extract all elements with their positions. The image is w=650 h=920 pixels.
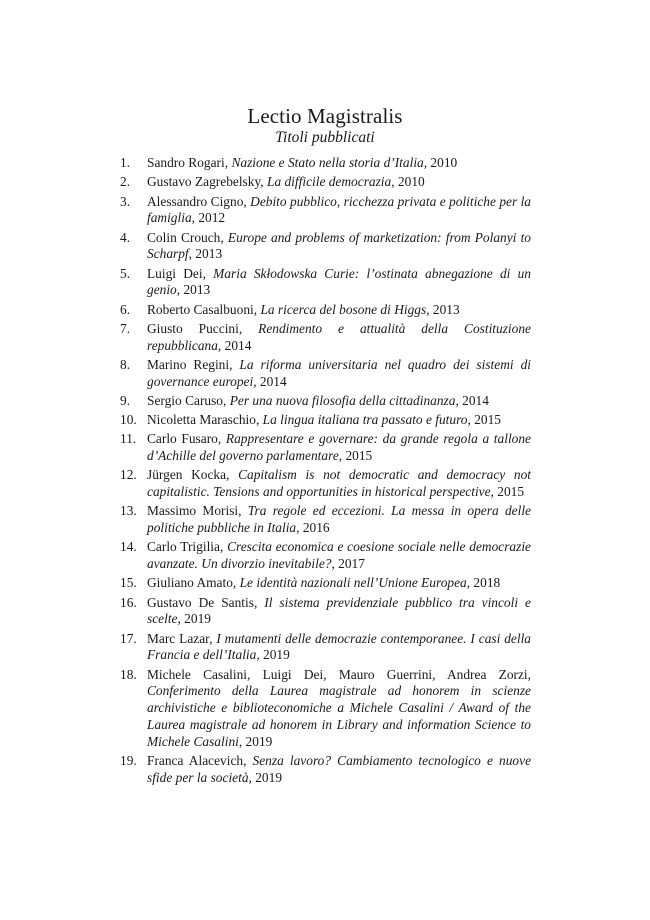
- entry-year: , 2019: [256, 647, 290, 663]
- entry-number: 19.: [120, 752, 137, 768]
- entry-author: Giuliano Amato,: [147, 575, 240, 591]
- entry-title: I mutamenti delle democrazie contemporanee. I casi della Francia e dell’Italia: [147, 630, 532, 663]
- entry-number: 17.: [120, 630, 137, 646]
- entry-title: Crescita economica e coesione sociale nelle democrazie avanzate. Un divorzio inevitabile?: [147, 539, 531, 572]
- publication-entry: [120, 539, 531, 572]
- entry-author: Michele Casalini, Luigi Dei, Mauro Guerrini, Andrea Zorzi,: [147, 666, 531, 682]
- publication-list: [120, 155, 531, 789]
- entry-number: 2.: [120, 174, 131, 190]
- entry-year: , 2015: [467, 412, 501, 428]
- entry-title: Per una nuova filosofia della cittadinanza: [229, 392, 456, 408]
- entry-title: Nazione e Stato nella storia d’Italia: [231, 155, 424, 170]
- entry-year: , 2013: [176, 282, 211, 298]
- publication-entry: [120, 631, 531, 664]
- entry-title: Senza lavoro? Cambiamento tecnologico e nuove sfide per la società: [147, 752, 532, 785]
- entry-text: [147, 155, 531, 172]
- entry-year: , 2014: [217, 337, 252, 353]
- publication-entry: [120, 467, 531, 500]
- entry-text: [147, 393, 531, 410]
- entry-number: 15.: [120, 575, 137, 591]
- entry-title: La difficile democrazia: [267, 174, 392, 190]
- entry-title: Maria Skłodowska Curie: l’ostinata abnegazione di un genio: [147, 265, 532, 298]
- entry-title: Rappresentare e governare: da grande regola a tallone d’Achille del governo parlamentare: [147, 431, 531, 464]
- entry-year: , 2019: [248, 769, 283, 785]
- page-subtitle: Titoli pubblicati: [275, 129, 375, 146]
- entry-author: Marc Lazar,: [147, 630, 217, 646]
- publication-entry: [120, 431, 531, 464]
- publication-entry: [120, 155, 531, 172]
- publication-entry: [120, 595, 531, 628]
- publication-entry: [120, 194, 531, 227]
- entry-number: 4.: [120, 229, 131, 245]
- entry-text: [147, 753, 531, 786]
- entry-year: , 2018: [466, 575, 501, 591]
- entry-text: [147, 174, 531, 191]
- publication-entry: [120, 753, 531, 786]
- entry-year: , 2010: [423, 155, 458, 170]
- entry-text: [147, 467, 531, 500]
- publication-entry: [120, 393, 531, 410]
- entry-number: 5.: [120, 265, 131, 281]
- entry-text: [147, 412, 531, 429]
- entry-number: 13.: [120, 503, 137, 519]
- entry-title: Rendimento e attualità della Costituzione repubblicana: [147, 320, 531, 353]
- entry-author: Colin Crouch,: [147, 229, 228, 245]
- entry-number: 9.: [120, 392, 131, 408]
- publication-entry: [120, 266, 531, 299]
- entry-author: Jürgen Kocka,: [147, 467, 239, 483]
- publication-entry: [120, 503, 531, 536]
- entry-year: , 2019: [238, 733, 273, 749]
- entry-number: 14.: [120, 539, 137, 555]
- publication-entry: [120, 412, 531, 429]
- entry-author: Gustavo Zagrebelsky,: [147, 174, 267, 190]
- entry-title: Europe and problems of marketization: from Polanyi to Scharpf: [147, 229, 531, 262]
- publication-entry: [120, 667, 531, 751]
- entry-text: [147, 266, 531, 299]
- entry-title: Capitalism is not democratic and democracy not capitalistic. Tensions and opportunities in historical perspective: [147, 467, 531, 500]
- entry-text: [147, 194, 531, 227]
- entry-text: [147, 667, 531, 751]
- entry-year: , 2014: [455, 392, 489, 408]
- entry-year: , 2015: [490, 484, 525, 500]
- entry-author: Carlo Trigilia,: [147, 539, 228, 555]
- entry-number: 12.: [120, 467, 137, 483]
- entry-year: , 2013: [426, 301, 460, 317]
- entry-author: Nicoletta Maraschio,: [147, 412, 263, 428]
- entry-title: La ricerca del bosone di Higgs: [260, 301, 427, 317]
- entry-title: Le identità nazionali nell’Unione Europea: [239, 575, 467, 591]
- entry-year: , 2019: [177, 611, 211, 627]
- entry-number: 16.: [120, 594, 137, 610]
- entry-year: , 2016: [296, 520, 330, 536]
- entry-author: Sergio Caruso,: [147, 392, 230, 408]
- entry-author: Marino Regini,: [147, 356, 240, 372]
- publication-entry: [120, 174, 531, 191]
- entry-title: Tra regole ed eccezioni. La messa in opera delle politiche pubbliche in Italia: [147, 503, 531, 536]
- entry-number: 8.: [120, 356, 131, 372]
- entry-author: Luigi Dei,: [147, 265, 214, 281]
- entry-number: 1.: [120, 155, 131, 170]
- entry-author: Alessandro Cigno,: [147, 193, 251, 209]
- entry-text: [147, 503, 531, 536]
- entry-text: [147, 357, 531, 390]
- publication-entry: [120, 357, 531, 390]
- entry-year: , 2012: [191, 210, 226, 226]
- page-title: Lectio Magistralis: [247, 104, 403, 128]
- entry-number: 11.: [120, 431, 137, 447]
- page-header: [0, 104, 650, 148]
- entry-year: , 2017: [331, 556, 365, 572]
- entry-number: 6.: [120, 301, 131, 317]
- entry-author: Giusto Puccini,: [147, 320, 259, 336]
- entry-title: Il sistema previdenziale pubblico tra vincoli e scelte: [147, 594, 531, 627]
- entry-text: [147, 575, 531, 592]
- entry-number: 7.: [120, 320, 131, 336]
- entry-year: , 2015: [338, 448, 373, 464]
- entry-title: La lingua italiana tra passato e futuro: [262, 412, 468, 428]
- entry-year: , 2010: [391, 174, 425, 190]
- entry-year: , 2013: [188, 246, 223, 262]
- entry-author: Sandro Rogari,: [147, 155, 232, 170]
- entry-author: Gustavo De Santis,: [147, 594, 265, 610]
- entry-text: [147, 539, 531, 572]
- entry-text: [147, 230, 531, 263]
- entry-number: 3.: [120, 193, 131, 209]
- entry-title: La riforma universitaria nel quadro dei sistemi di governance europei: [147, 356, 531, 389]
- entry-text: [147, 431, 531, 464]
- entry-text: [147, 631, 531, 664]
- publication-entry: [120, 575, 531, 592]
- entry-year: , 2014: [253, 373, 287, 389]
- publication-entry: [120, 321, 531, 354]
- entry-author: Carlo Fusaro,: [147, 431, 226, 447]
- entry-author: Massimo Morisi,: [147, 503, 248, 519]
- entry-author: Franca Alacevich,: [147, 752, 253, 768]
- entry-title: Debito pubblico, ricchezza privata e politiche per la famiglia: [147, 193, 531, 226]
- entry-text: [147, 302, 531, 319]
- entry-number: 10.: [120, 412, 137, 428]
- publication-entry: [120, 302, 531, 319]
- entry-title: Conferimento della Laurea magistrale ad honorem in scienze archivistiche e biblioteconomiche a Michele Casalini / Award of the Laurea magistrale ad honorem in Library and information Science to Michele Casalini: [147, 683, 531, 749]
- entry-number: 18.: [120, 666, 137, 682]
- entry-text: [147, 595, 531, 628]
- publication-entry: [120, 230, 531, 263]
- entry-text: [147, 321, 531, 354]
- entry-author: Roberto Casalbuoni,: [147, 301, 261, 317]
